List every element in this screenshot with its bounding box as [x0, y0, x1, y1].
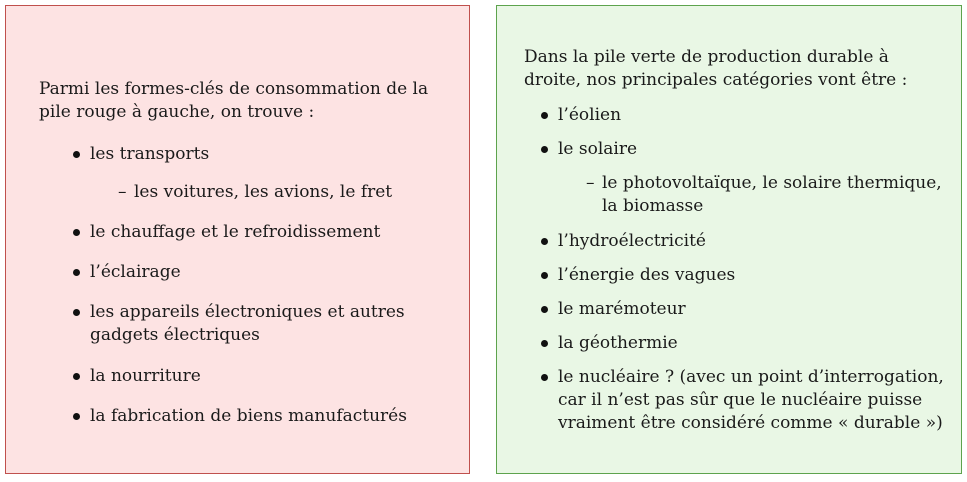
list-item: la nourriture: [90, 366, 201, 386]
bullet-icon: [73, 229, 80, 236]
bullet-icon: [541, 340, 548, 347]
list-item: l’hydroélectricité: [558, 231, 706, 251]
list-item: la fabrication de biens manufacturés: [90, 406, 407, 426]
bullet-icon: [73, 151, 80, 158]
list-item: le solaire: [558, 139, 638, 159]
list-item: les appareils électroniques et autres: [90, 302, 405, 322]
list-item: le nucléaire ? (avec un point d’interrogation,: [558, 367, 944, 387]
consumption-panel: [5, 5, 470, 474]
bullet-icon: [541, 306, 548, 313]
list-subitem: les voitures, les avions, le fret: [134, 182, 393, 202]
bullet-icon: [541, 146, 548, 153]
list-item: l’éolien: [558, 105, 622, 125]
list-item: l’éclairage: [90, 262, 181, 282]
list-item: la géothermie: [558, 333, 678, 353]
list-subitem: le photovoltaïque, le solaire thermique,: [602, 173, 942, 193]
bullet-icon: [73, 413, 80, 420]
bullet-icon: [73, 269, 80, 276]
list-item-continuation: vraiment être considéré comme « durable »): [558, 413, 943, 433]
bullet-icon: [541, 238, 548, 245]
dash-icon: –: [118, 182, 127, 202]
list-item-continuation: gadgets électriques: [90, 325, 260, 345]
list-item-continuation: car il n’est pas sûr que le nucléaire puisse: [558, 390, 923, 410]
consumption-intro: Parmi les formes-clés de consommation de la pile rouge à gauche, on trouve :: [39, 79, 429, 122]
list-item: l’énergie des vagues: [558, 265, 736, 285]
bullet-icon: [73, 309, 80, 316]
bullet-icon: [541, 112, 548, 119]
production-panel: [496, 5, 962, 474]
dash-icon: –: [586, 173, 595, 193]
bullet-icon: [73, 373, 80, 380]
bullet-icon: [541, 272, 548, 279]
list-item: le chauffage et le refroidissement: [90, 222, 381, 242]
list-item: les transports: [90, 144, 210, 164]
production-intro: Dans la pile verte de production durable à droite, nos principales catégories vont être :: [524, 47, 908, 90]
list-item: le marémoteur: [558, 299, 686, 319]
bullet-icon: [541, 374, 548, 381]
list-subitem-continuation: la biomasse: [602, 196, 704, 216]
